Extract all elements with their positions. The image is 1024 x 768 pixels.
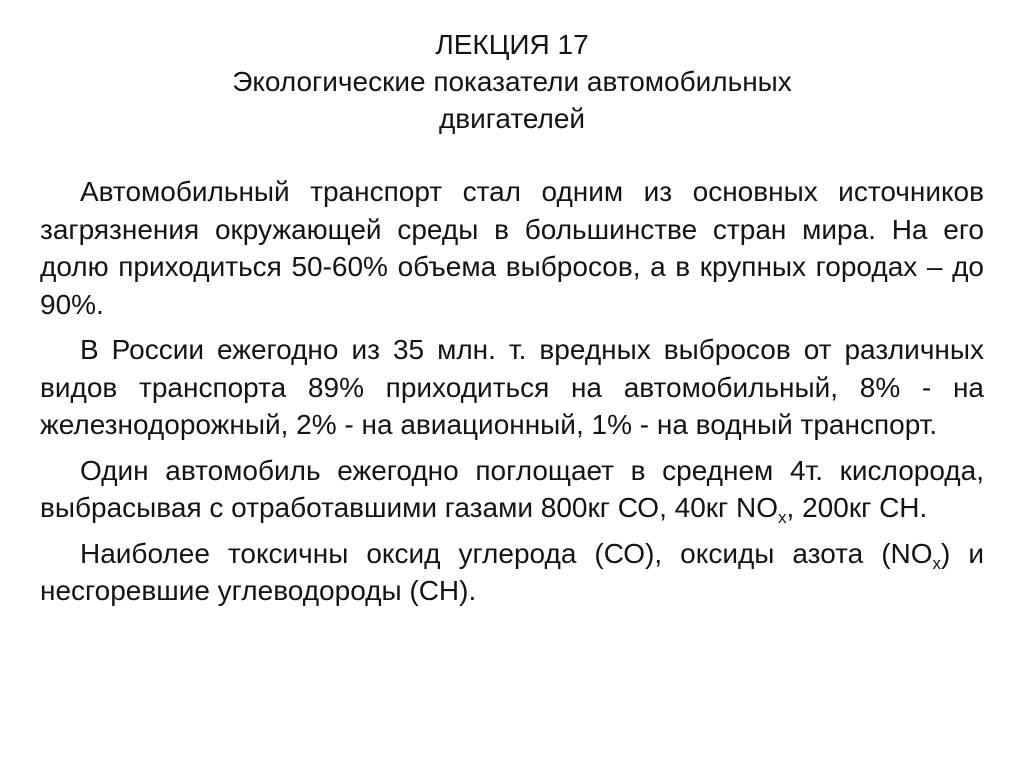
nox-subscript: x xyxy=(932,553,942,573)
paragraph-3-text: Один автомобиль ежегодно поглощает в среднем 4т. кислорода, выбрасывая с отработавшими газами 800кг СО, 40кг NO xyxy=(40,454,984,523)
paragraph-4-text: Наиболее токсичны оксид углерода (СО), оксиды азота (NO xyxy=(80,537,933,569)
slide-header xyxy=(0,26,1024,137)
slide-title-line-1: Экологические показатели автомобильных xyxy=(232,66,792,97)
slide-title-line-2: двигателей xyxy=(438,103,586,134)
slide-body xyxy=(40,173,984,618)
paragraph-2: В России ежегодно из 35 млн. т. вредных выбросов от различных видов транспорта 89% приходиться на автомобильный, 8% - на железнодорожный, 2% - на авиационный, 1% - на водный транспорт. xyxy=(40,334,984,440)
lecture-label: ЛЕКЦИЯ 17 xyxy=(435,29,589,60)
paragraph-3 xyxy=(40,452,984,527)
paragraph-3-text-end: , 200кг СН. xyxy=(786,492,928,523)
nox-subscript: x xyxy=(778,508,787,527)
paragraph-1: Автомобильный транспорт стал одним из основных источников загрязнения окружающей среды в большинстве стран мира. На его долю приходиться 50-60% объема выбросов, а в крупных городах – до 90%. xyxy=(40,176,984,320)
paragraph-4-text-end: ) и несгоревшие углеводороды (СН). xyxy=(40,537,984,606)
paragraph-4 xyxy=(40,535,984,610)
